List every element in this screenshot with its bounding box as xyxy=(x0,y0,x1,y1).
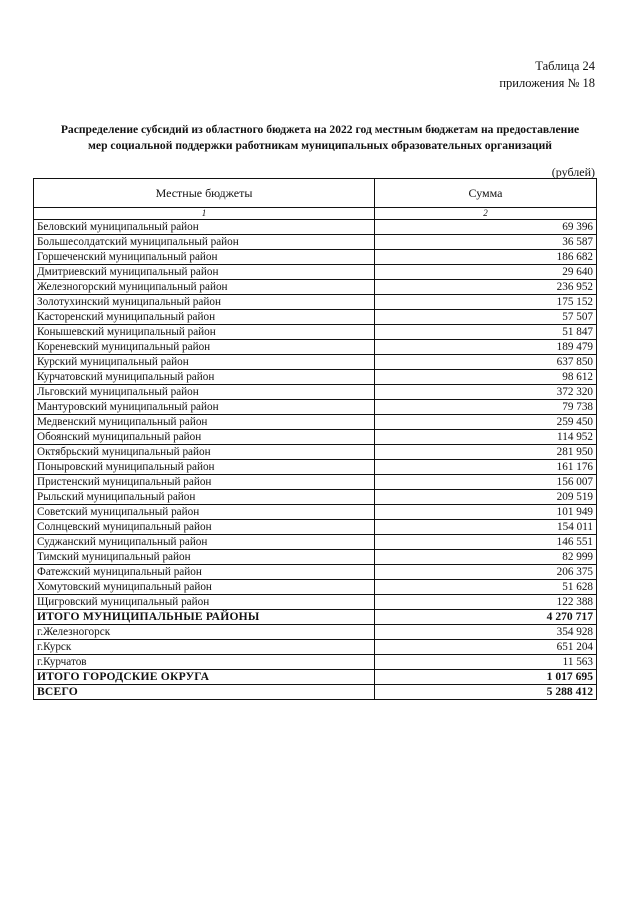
table-row xyxy=(34,340,597,355)
budget-name-cell: Беловский муниципальный район xyxy=(34,220,375,235)
amount-cell: 51 628 xyxy=(375,580,597,595)
budget-name-cell: Льговский муниципальный район xyxy=(34,385,375,400)
amount-cell: 189 479 xyxy=(375,340,597,355)
title-line-2: мер социальной поддержки работникам муниципальных образовательных организаций xyxy=(88,139,552,152)
amount-cell: 161 176 xyxy=(375,460,597,475)
column-header-budgets: Местные бюджеты xyxy=(34,179,375,208)
table-row xyxy=(34,295,597,310)
budget-name-cell: Обоянский муниципальный район xyxy=(34,430,375,445)
table-row xyxy=(34,445,597,460)
table-total-row xyxy=(34,670,597,685)
table-row xyxy=(34,235,597,250)
budget-name-cell: Щигровский муниципальный район xyxy=(34,595,375,610)
budget-name-cell: Кореневский муниципальный район xyxy=(34,340,375,355)
budget-name-cell: Пристенский муниципальный район xyxy=(34,475,375,490)
amount-cell: 637 850 xyxy=(375,355,597,370)
amount-cell: 372 320 xyxy=(375,385,597,400)
budget-name-cell: г.Железногорск xyxy=(34,625,375,640)
budget-name-cell: Железногорский муниципальный район xyxy=(34,280,375,295)
budget-name-cell: Конышевский муниципальный район xyxy=(34,325,375,340)
budget-name-cell: г.Курчатов xyxy=(34,655,375,670)
title-line-1: Распределение субсидий из областного бюджета на 2022 год местным бюджетам на предоставление xyxy=(60,123,580,136)
table-row xyxy=(34,415,597,430)
amount-cell: 69 396 xyxy=(375,220,597,235)
amount-cell: 236 952 xyxy=(375,280,597,295)
column-header-amount: Сумма xyxy=(375,179,597,208)
table-row xyxy=(34,490,597,505)
table-row xyxy=(34,220,597,235)
budget-name-cell: Большесолдатский муниципальный район xyxy=(34,235,375,250)
amount-cell: 36 587 xyxy=(375,235,597,250)
table-row xyxy=(34,385,597,400)
budget-name-cell: г.Курск xyxy=(34,640,375,655)
table-row xyxy=(34,460,597,475)
budget-name-cell: ВСЕГО xyxy=(34,685,375,700)
table-header-row xyxy=(34,179,597,208)
amount-cell: 651 204 xyxy=(375,640,597,655)
budget-name-cell: Горшеченский муниципальный район xyxy=(34,250,375,265)
amount-cell: 82 999 xyxy=(375,550,597,565)
amount-cell: 29 640 xyxy=(375,265,597,280)
table-row xyxy=(34,535,597,550)
amount-cell: 57 507 xyxy=(375,310,597,325)
amount-cell: 98 612 xyxy=(375,370,597,385)
budget-name-cell: Рыльский муниципальный район xyxy=(34,490,375,505)
table-row xyxy=(34,625,597,640)
table-row xyxy=(34,370,597,385)
table-row xyxy=(34,265,597,280)
amount-cell: 114 952 xyxy=(375,430,597,445)
table-row xyxy=(34,640,597,655)
amount-cell: 1 017 695 xyxy=(375,670,597,685)
amount-cell: 146 551 xyxy=(375,535,597,550)
table-row xyxy=(34,325,597,340)
budget-name-cell: Тимский муниципальный район xyxy=(34,550,375,565)
column-number-1: 1 xyxy=(34,208,375,220)
table-row xyxy=(34,565,597,580)
table-row xyxy=(34,505,597,520)
budget-name-cell: Октябрьский муниципальный район xyxy=(34,445,375,460)
column-number-2: 2 xyxy=(375,208,597,220)
table-row xyxy=(34,280,597,295)
table-row xyxy=(34,580,597,595)
budget-name-cell: Советский муниципальный район xyxy=(34,505,375,520)
budget-name-cell: Дмитриевский муниципальный район xyxy=(34,265,375,280)
amount-cell: 122 388 xyxy=(375,595,597,610)
column-number-row xyxy=(34,208,597,220)
amount-cell: 354 928 xyxy=(375,625,597,640)
table-row xyxy=(34,310,597,325)
table-label: Таблица 24 xyxy=(535,59,595,73)
table-row xyxy=(34,355,597,370)
budget-name-cell: Хомутовский муниципальный район xyxy=(34,580,375,595)
table-row xyxy=(34,250,597,265)
amount-cell: 4 270 717 xyxy=(375,610,597,625)
subsidy-table xyxy=(33,178,597,700)
amount-cell: 209 519 xyxy=(375,490,597,505)
amount-cell: 175 152 xyxy=(375,295,597,310)
amount-cell: 51 847 xyxy=(375,325,597,340)
amount-cell: 186 682 xyxy=(375,250,597,265)
budget-name-cell: Суджанский муниципальный район xyxy=(34,535,375,550)
amount-cell: 5 288 412 xyxy=(375,685,597,700)
amount-cell: 79 738 xyxy=(375,400,597,415)
document-title xyxy=(30,122,610,154)
amount-cell: 156 007 xyxy=(375,475,597,490)
table-row xyxy=(34,550,597,565)
table-total-row xyxy=(34,610,597,625)
table-row xyxy=(34,430,597,445)
table-row xyxy=(34,655,597,670)
amount-cell: 259 450 xyxy=(375,415,597,430)
table-row xyxy=(34,475,597,490)
budget-name-cell: Медвенский муниципальный район xyxy=(34,415,375,430)
budget-name-cell: Курский муниципальный район xyxy=(34,355,375,370)
table-reference xyxy=(499,58,595,92)
budget-name-cell: ИТОГО МУНИЦИПАЛЬНЫЕ РАЙОНЫ xyxy=(34,610,375,625)
table-row xyxy=(34,400,597,415)
budget-name-cell: Мантуровский муниципальный район xyxy=(34,400,375,415)
table-row xyxy=(34,520,597,535)
amount-cell: 101 949 xyxy=(375,505,597,520)
amount-cell: 206 375 xyxy=(375,565,597,580)
appendix-label: приложения № 18 xyxy=(499,76,595,90)
table-row xyxy=(34,595,597,610)
amount-cell: 281 950 xyxy=(375,445,597,460)
table-total-row xyxy=(34,685,597,700)
amount-cell: 11 563 xyxy=(375,655,597,670)
budget-name-cell: Касторенский муниципальный район xyxy=(34,310,375,325)
budget-name-cell: ИТОГО ГОРОДСКИЕ ОКРУГА xyxy=(34,670,375,685)
budget-name-cell: Солнцевский муниципальный район xyxy=(34,520,375,535)
budget-name-cell: Поныровский муниципальный район xyxy=(34,460,375,475)
unit-label: (рублей) xyxy=(551,165,595,179)
budget-name-cell: Золотухинский муниципальный район xyxy=(34,295,375,310)
budget-name-cell: Фатежский муниципальный район xyxy=(34,565,375,580)
amount-cell: 154 011 xyxy=(375,520,597,535)
budget-name-cell: Курчатовский муниципальный район xyxy=(34,370,375,385)
